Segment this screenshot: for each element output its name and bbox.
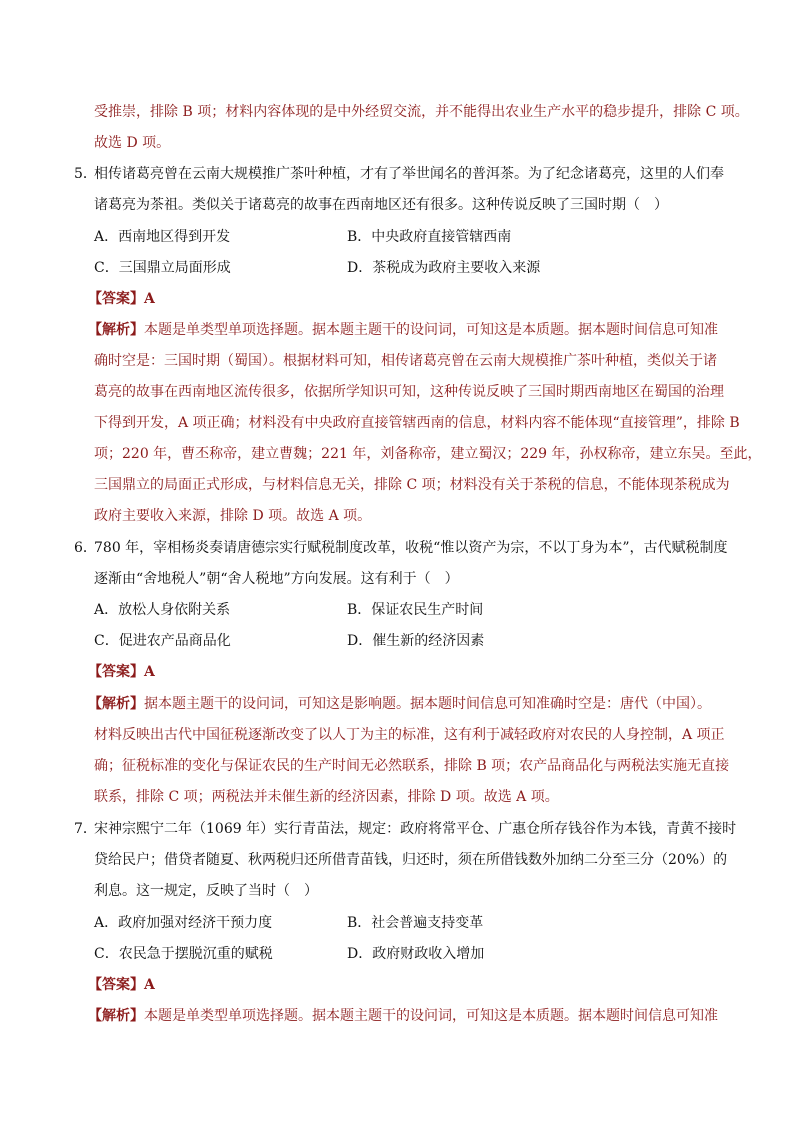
analysis-text: 据本题主题干的设问词，可知这是影响题。据本题时间信息可知准确时空是：唐代（中国）。 [144,696,711,712]
analysis-continuation-line: 受推崇，排除 B 项；材料内容体现的是中外经贸交流，并不能得出农业生产水平的稳步提升，排除 C 项。 [94,104,749,120]
question-stem-line: 贷给民户；借贷者随夏、秋两税归还所借青苗钱，归还时，须在所借钱数外加纳二分至三分（20%）的 [94,852,728,868]
option-b: B．社会普遍支持变革 [347,915,484,931]
question-stem-line: 相传诸葛亮曾在云南大规模推广茶叶种植，才有了举世闻名的普洱茶。为了纪念诸葛亮，这里的人们奉 [94,166,724,182]
option-a: A．政府加强对经济干预力度 [94,915,273,931]
option-b: B．保证农民生产时间 [347,602,484,618]
analysis-line: 确；征税标准的变化与保证农民的生产时间无必然联系，排除 B 项；农产品商品化与两税法实施无直接 [94,758,730,774]
option-c: C．促进农产品商品化 [94,633,231,649]
question-stem-line: 780 年，宰相杨炎奏请唐德宗实行赋税制度改革，收税“惟以资产为宗，不以丁身为本”，古代赋税制度 [94,540,728,556]
analysis-line: 政府主要收入来源，排除 D 项。故选 A 项。 [94,508,372,524]
analysis-text: 本题是单类型单项选择题。据本题主题干的设问词，可知这是本质题。据本题时间信息可知准 [144,322,718,338]
analysis-continuation-line: 故选 D 项。 [94,135,171,151]
analysis-line: 葛亮的故事在西南地区流传很多，依据所学知识可知，这种传说反映了三国时期西南地区在蜀国的治理 [94,384,724,400]
analysis-line: 下得到开发，A 项正确；材料没有中央政府直接管辖西南的信息，材料内容不能体现“直接管理”，排除 B [94,415,740,431]
question-number: 5． [74,166,97,182]
question-stem-line: 宋神宗熙宁二年（1069 年）实行青苗法，规定：政府将常平仓、广惠仓所存钱谷作为本钱，青黄不接时 [94,821,737,837]
option-c: C．三国鼎立局面形成 [94,260,231,276]
question-stem-line: 利息。这一规定，反映了当时（ ） [94,883,318,899]
answer-label: 【答案】A [88,664,155,680]
analysis-label: 【解析】 [88,696,144,712]
analysis-line: 联系，排除 C 项；两税法并未催生新的经济因素，排除 D 项。故选 A 项。 [94,789,559,805]
option-d: D．政府财政收入增加 [347,946,485,962]
option-d: D．催生新的经济因素 [347,633,485,649]
analysis-first-line [88,694,711,714]
analysis-label: 【解析】 [88,322,144,338]
analysis-text: 本题是单类型单项选择题。据本题主题干的设问词，可知这是本质题。据本题时间信息可知准 [144,1008,718,1024]
analysis-first-line [88,1006,718,1026]
question-stem-line: 诸葛亮为茶祖。类似关于诸葛亮的故事在西南地区还有很多。这种传说反映了三国时期（ ） [94,197,668,213]
option-b: B．中央政府直接管辖西南 [347,229,512,245]
question-stem-line: 逐渐由“舍地税人”朝“舍人税地”方向发展。这有利于（ ） [94,571,459,587]
option-a: A．放松人身依附关系 [94,602,231,618]
option-d: D．茶税成为政府主要收入来源 [347,260,541,276]
question-number: 7． [74,821,97,837]
analysis-first-line [88,320,718,340]
option-c: C．农民急于摆脱沉重的赋税 [94,946,273,962]
analysis-line: 三国鼎立的局面正式形成，与材料信息无关，排除 C 项；材料没有关于茶税的信息，不能体现茶税成为 [94,477,730,493]
analysis-label: 【解析】 [88,1008,144,1024]
analysis-line: 材料反映出古代中国征税逐渐改变了以人丁为主的标准，这有利于减轻政府对农民的人身控制，A 项正 [94,727,725,743]
answer-label: 【答案】A [88,977,155,993]
analysis-line: 确时空是：三国时期（蜀国）。根据材料可知，相传诸葛亮曾在云南大规模推广茶叶种植，类似关于诸 [94,353,717,369]
question-number: 6． [74,540,97,556]
option-a: A．西南地区得到开发 [94,229,231,245]
answer-label: 【答案】A [88,291,155,307]
analysis-line: 项；220 年，曹丕称帝，建立曹魏；221 年，刘备称帝，建立蜀汉；229 年，孙权称帝，建立东吴。至此， [94,446,762,462]
